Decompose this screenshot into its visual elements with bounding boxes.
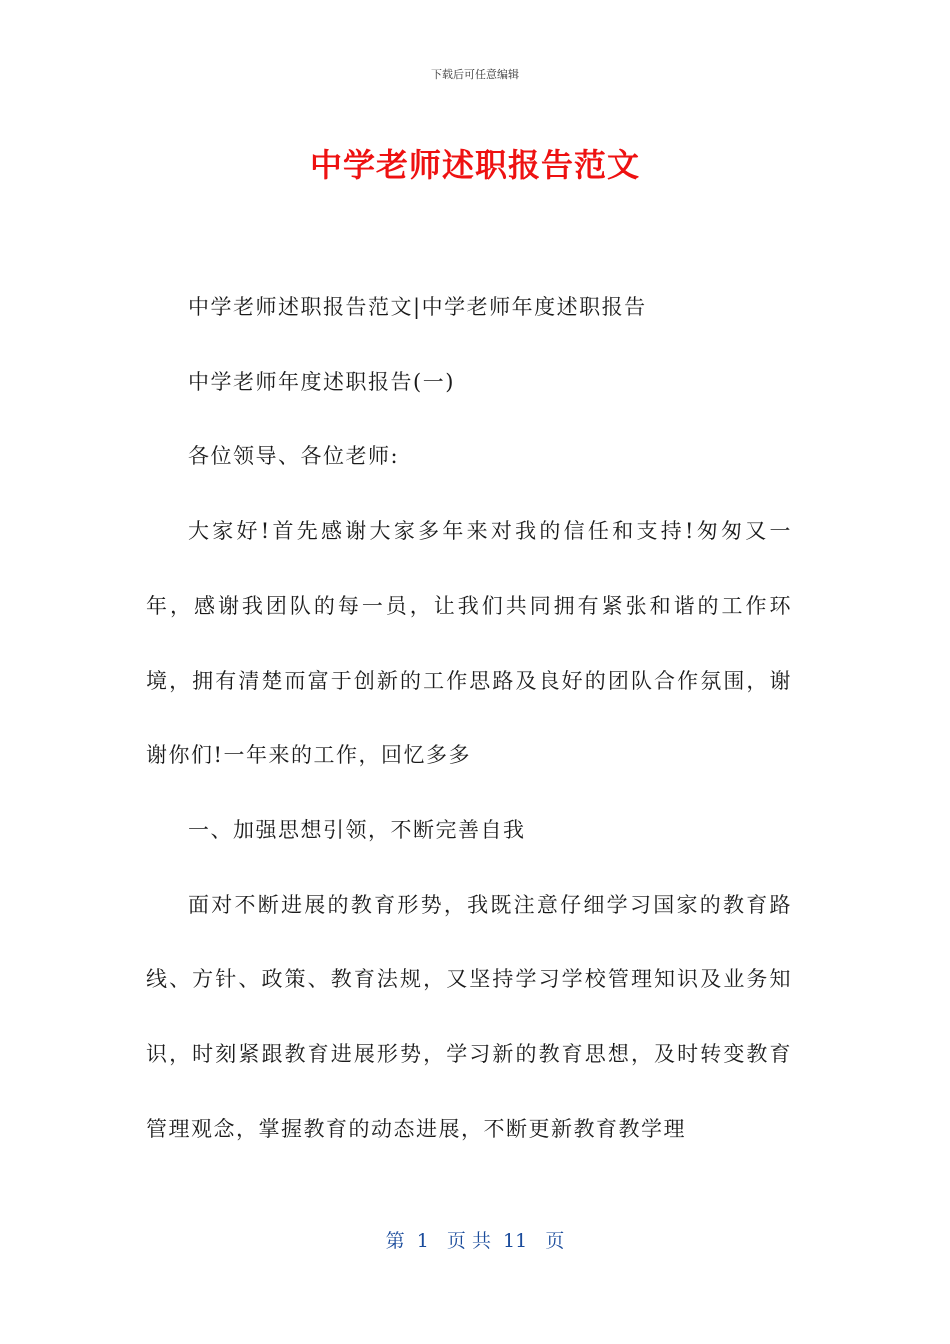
document-title: 中学老师述职报告范文 (309, 146, 640, 184)
paragraph-body: 面对不断进展的教育形势，我既注意仔细学习国家的教育路线、方针、政策、教育法规，又坚持学习学校管理知识及业务知识，时刻紧跟教育进展形势，学习新的教育思想，及时转变教育管理观念，掌握教育的动态进展，不断更新教育教学理 (146, 892, 792, 1141)
header-note: 下载后可任意编辑 (431, 68, 519, 81)
paragraph-salutation: 各位领导、各位老师: (188, 444, 400, 469)
paragraph-greeting: 大家好!首先感谢大家多年来对我的信任和支持!匆匆又一年，感谢我团队的每一员，让我们共同拥有紧张和谐的工作环境，拥有清楚而富于创新的工作思路及良好的团队合作氛围，谢谢你们!一年来的工作，回忆多多 (146, 519, 792, 768)
paragraph-section-heading: 中学老师年度述职报告(一) (188, 369, 455, 394)
document-body (146, 270, 792, 1166)
paragraph-subtitle: 中学老师述职报告范文|中学老师年度述职报告 (188, 295, 647, 319)
page-footer: 第 1 页 共 11 页 (385, 1230, 565, 1252)
paragraph-heading-one: 一、加强思想引领，不断完善自我 (188, 817, 526, 842)
